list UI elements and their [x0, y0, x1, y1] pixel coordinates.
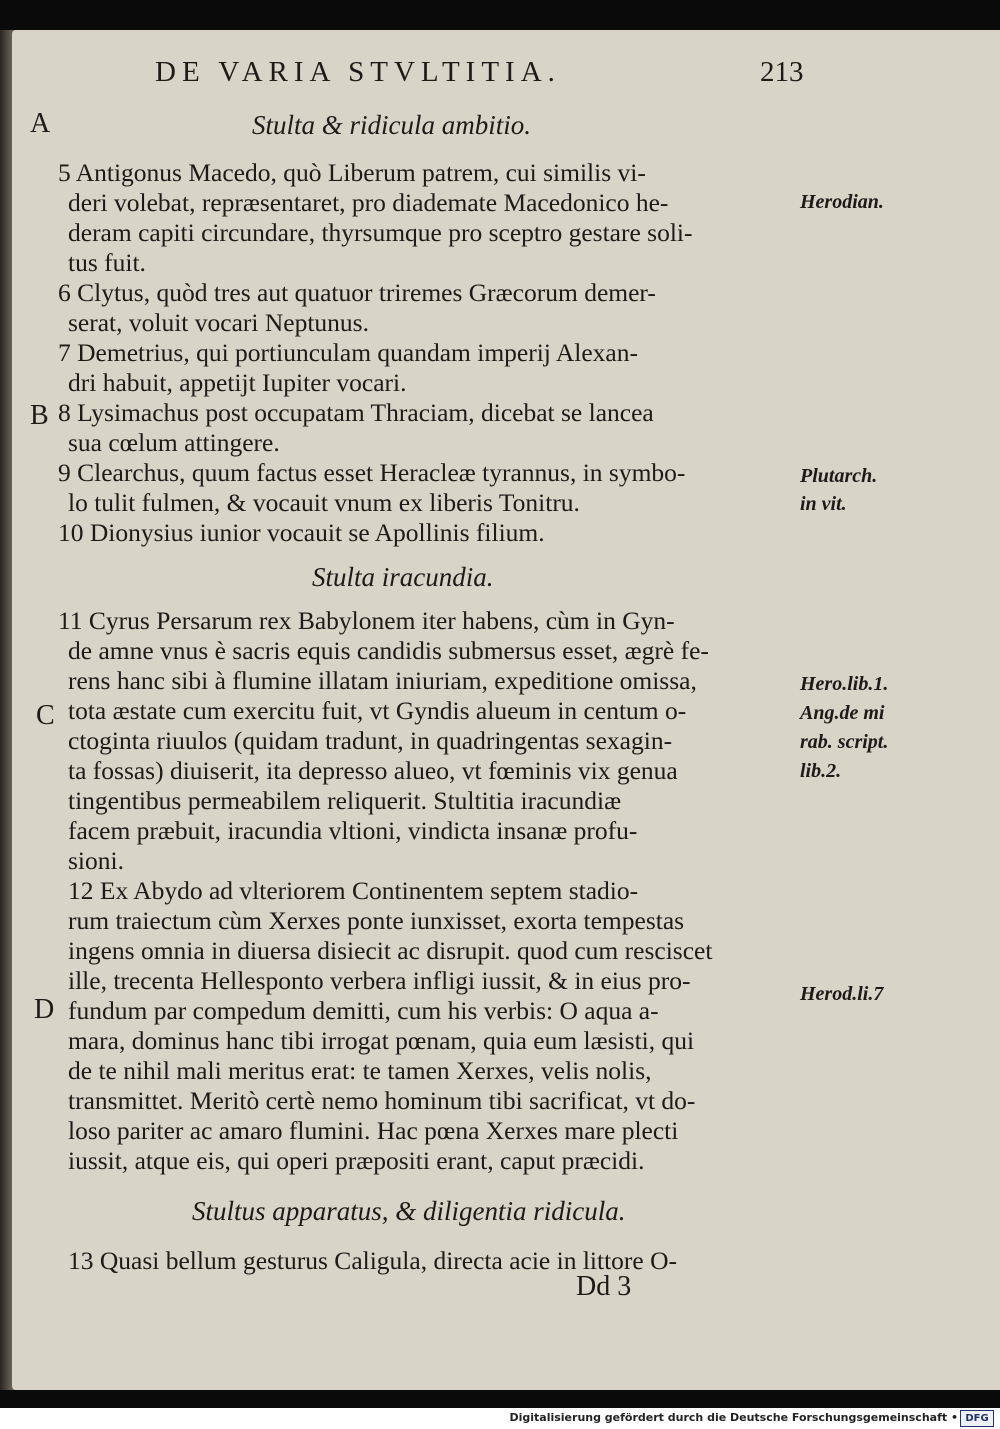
text-line: tus fuit. — [68, 248, 146, 277]
footer-credit: Digitalisierung gefördert durch die Deutsche Forschungsgemeinschaft • — [509, 1411, 958, 1424]
text-line: 11 Cyrus Persarum rex Babylonem iter habens, cùm in Gyn- — [58, 606, 675, 635]
text-line: rum traiectum cùm Xerxes ponte iunxisset, exorta tempestas — [68, 906, 685, 935]
text-line: lo tulit fulmen, & vocauit vnum ex liberis Tonitru. — [68, 488, 580, 517]
text-line: rens hanc sibi à flumine illatam iniuriam, expeditione omissa, — [68, 666, 697, 695]
heading-iracundia: Stulta iracundia. — [312, 562, 494, 592]
text-line: serat, voluit vocari Neptunus. — [68, 308, 369, 337]
sidenote-lib2: lib.2. — [800, 760, 842, 782]
section-marker-d: D — [34, 994, 55, 1025]
sidenote-plutarch-vit: in vit. — [800, 493, 847, 515]
text-line: deram capiti circundare, thyrsumque pro sceptro gestare soli- — [68, 218, 693, 247]
folio-number: 213 — [760, 56, 804, 88]
text-line: 5 Antigonus Macedo, quò Liberum patrem, cui similis vi- — [58, 158, 646, 187]
section-marker-c: C — [36, 700, 55, 731]
text-line: 8 Lysimachus post occupatam Thraciam, dicebat se lancea — [58, 398, 654, 427]
sidenote-herodian: Herodian. — [800, 191, 884, 213]
text-line: ille, trecenta Hellesponto verbera infligi iussit, & in eius pro- — [68, 966, 691, 995]
text-line: tota æstate cum exercitu fuit, vt Gyndis alueum in centum o- — [68, 696, 687, 725]
text-line: de amne vnus è sacris equis candidis submersus esset, ægrè fe- — [68, 636, 709, 665]
text-line: ta fossas) diuiserit, ita depresso alueo, vt fœminis vix genua — [68, 756, 678, 785]
text-line: transmittet. Meritò certè nemo hominum tibi sacrificat, vt do- — [68, 1086, 696, 1115]
text-line: fundum par compedum demitti, cum his verbis: O aqua a- — [68, 996, 659, 1025]
footer-bar — [0, 1408, 1000, 1429]
heading-apparatus: Stultus apparatus, & diligentia ridicula. — [192, 1196, 626, 1226]
text-line: mara, dominus hanc tibi irrogat pœnam, quia eum læsisti, qui — [68, 1026, 695, 1055]
sidenote-ang-demi: Ang.de mi — [800, 702, 885, 724]
text-line: 10 Dionysius iunior vocauit se Apollinis filium. — [58, 518, 545, 547]
text-line: deri volebat, repræsentaret, pro diademate Macedonico he- — [68, 188, 669, 217]
text-line: 12 Ex Abydo ad vlteriorem Continentem septem stadio- — [68, 876, 639, 905]
dfg-logo: DFG — [960, 1410, 994, 1427]
signature-mark: Dd 3 — [576, 1271, 632, 1302]
text-line: 7 Demetrius, qui portiunculam quandam imperij Alexan- — [58, 338, 638, 367]
running-header: DE VARIA STVLTITIA. — [155, 56, 561, 88]
text-line: sua cœlum attingere. — [68, 428, 280, 457]
text-line: sioni. — [68, 846, 124, 875]
sidenote-rab-script: rab. script. — [800, 731, 889, 753]
text-line: 6 Clytus, quòd tres aut quatuor triremes Græcorum demer- — [58, 278, 656, 307]
text-line: iussit, atque eis, qui operi præpositi erant, caput præcidi. — [68, 1146, 645, 1175]
text-line: ctoginta riuulos (quidam tradunt, in quadringentas sexagin- — [68, 726, 673, 755]
text-line: facem præbuit, iracundia vltioni, vindicta insanæ profu- — [68, 816, 638, 845]
section-marker-a: A — [30, 108, 51, 139]
sidenote-hero-lib: Hero.lib.1. — [800, 673, 889, 695]
section-marker-b: B — [30, 400, 49, 431]
heading-ambitio: Stulta & ridicula ambitio. — [252, 110, 532, 140]
text-line: dri habuit, appetijt Iupiter vocari. — [68, 368, 407, 397]
text-line: loso pariter ac amaro flumini. Hac pœna Xerxes mare plecti — [68, 1116, 679, 1145]
sidenote-herod-li7: Herod.li.7 — [800, 983, 884, 1005]
sidenote-plutarch: Plutarch. — [800, 465, 878, 487]
text-line: tingentibus permeabilem reliquerit. Stultitia iracundiæ — [68, 786, 622, 815]
text-line: 13 Quasi bellum gesturus Caligula, directa acie in littore O- — [68, 1246, 677, 1275]
text-line: ingens omnia in diuersa disiecit ac disrupit. quod cum resciscet — [68, 936, 713, 965]
text-line: 9 Clearchus, quum factus esset Heracleæ tyrannus, in symbo- — [58, 458, 686, 487]
text-line: de te nihil mali meritus erat: te tamen Xerxes, velis nolis, — [68, 1056, 652, 1085]
